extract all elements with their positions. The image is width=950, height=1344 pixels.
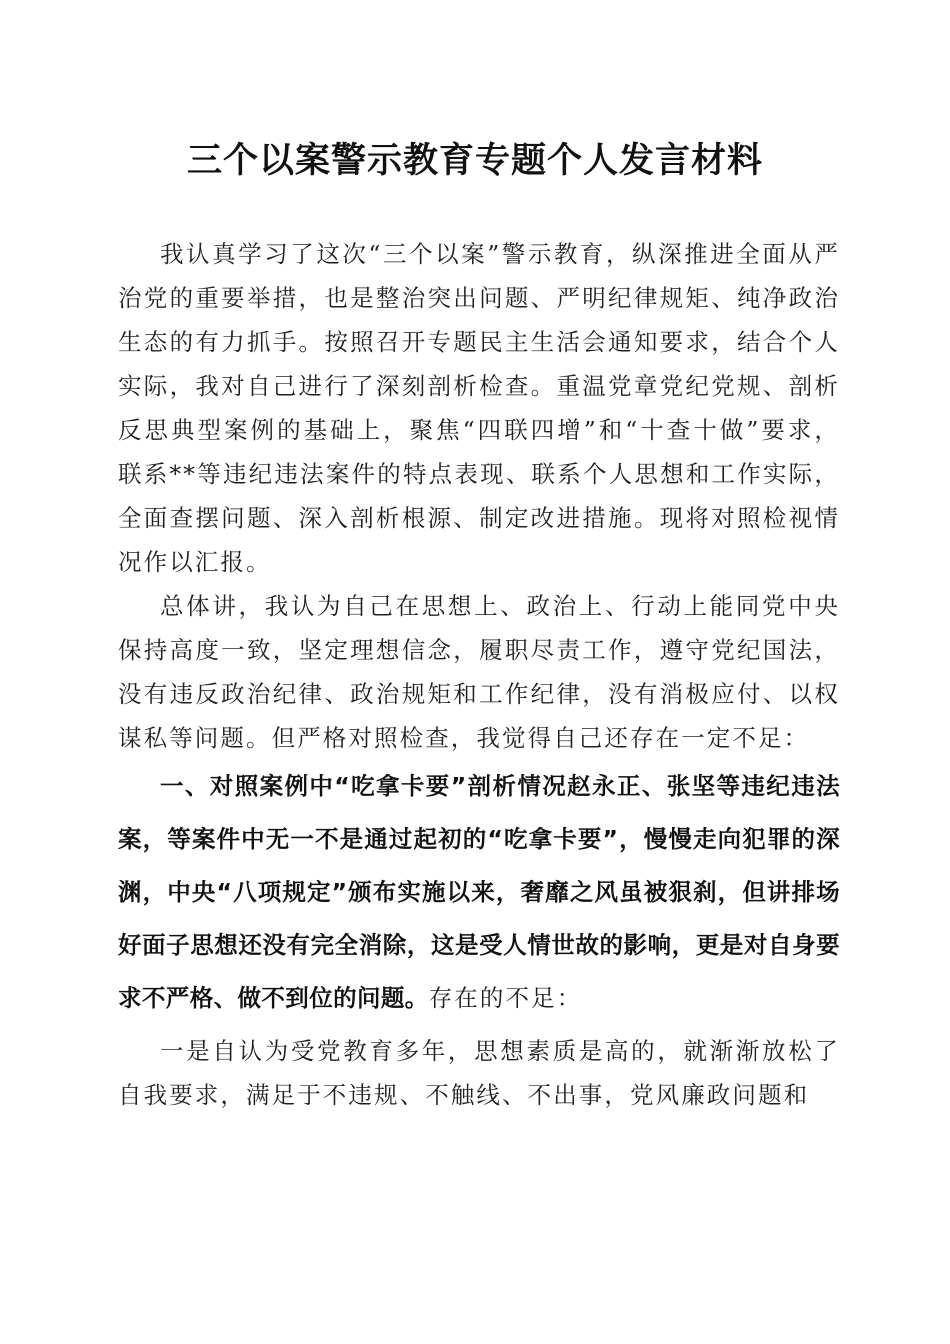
intro-paragraph: 我认真学习了这次“三个以案”警示教育，纵深推进全面从严治党的重要举措，也是整治突出问题、严明纪律规矩、纯净政治生态的有力抓手。按照召开专题民主生活会通知要求，结合个人实际，我对自己进行了深刻剖析检查。重温党章党纪党规、剖析反思典型案例的基础上，聚焦“四联四增”和“十查十做”要求，联系**等违纪违法案件的特点表现、联系个人思想和工作实际，全面查摆问题、深入剖析根源、制定改进措施。现将对照检视情况作以汇报。 — [118, 240, 840, 576]
section-one-tail: 存在的不足： — [428, 984, 583, 1012]
overall-paragraph: 总体讲，我认为自己在思想上、政治上、行动上能同党中央保持高度一致，坚定理想信念，履职尽责工作，遵守党纪国法，没有违反政治纪律、政治规矩和工作纪律，没有消极应付、以权谋私等问题。但严格对照检查，我觉得自己还存在一定不足： — [118, 592, 840, 752]
document-title: 三个以案警示教育专题个人发言材料 — [186, 140, 763, 181]
section-one-paragraph — [118, 760, 840, 1025]
document-body — [118, 232, 840, 1117]
point-one-paragraph: 一是自认为受党教育多年，思想素质是高的，就渐渐放松了自我要求，满足于不违规、不触线、不出事，党风廉政问题和 — [118, 1037, 840, 1109]
section-one-heading: 一、对照案例中“吃拿卡要”剖析情况赵永正、张坚等违纪违法案，等案件中无一不是通过起初的“吃拿卡要”，慢慢走向犯罪的深渊，中央“八项规定”颁布实施以来，奢靡之风虽被狠刹，但讲排场好面子思想还没有完全消除，这是受人情世故的影响，更是对自身要求不严格、做不到位的问题。 — [118, 772, 840, 1012]
